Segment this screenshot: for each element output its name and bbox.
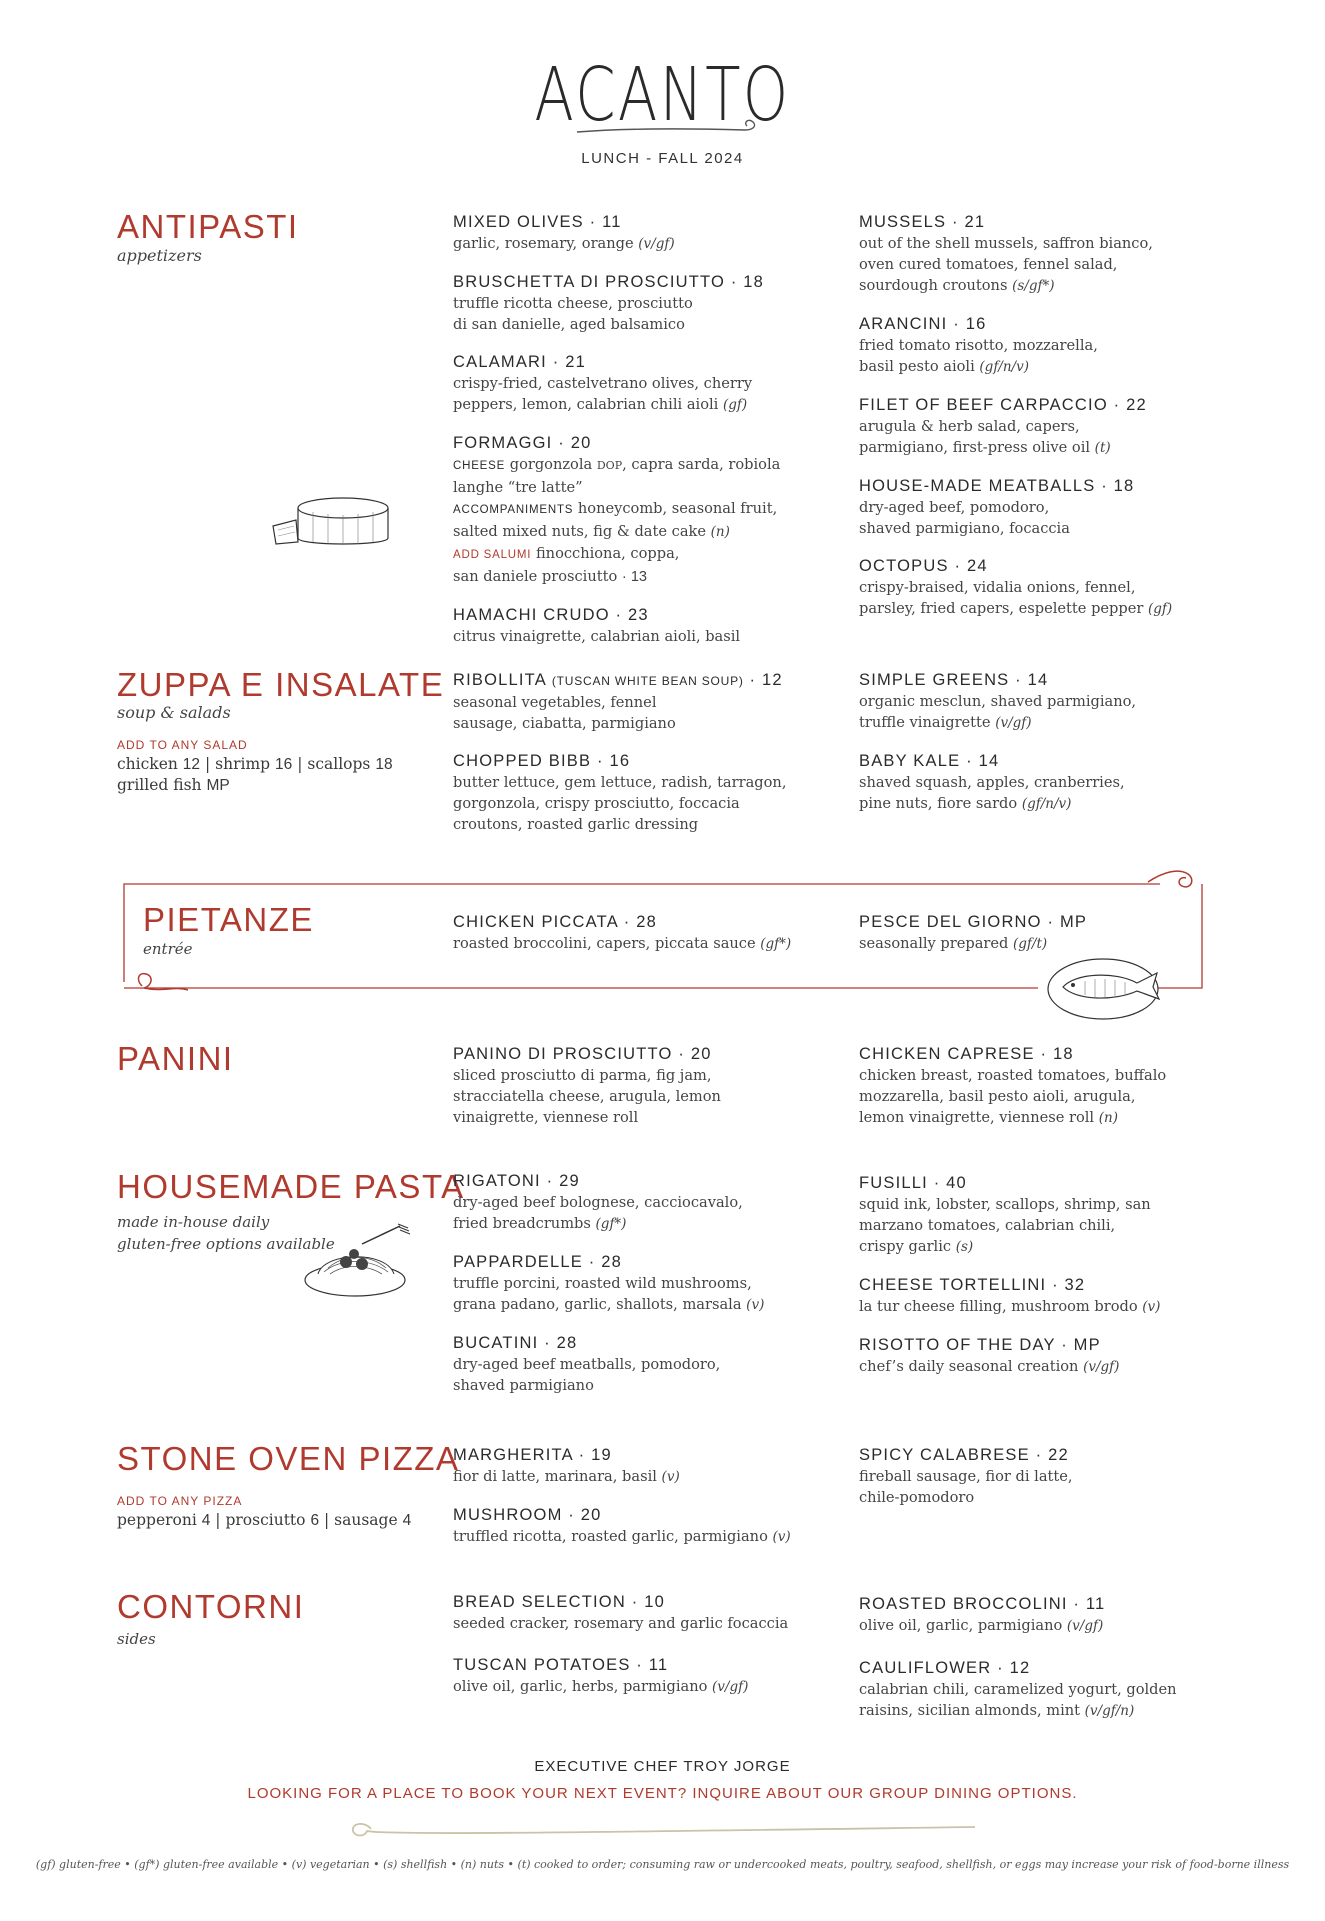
item-name: OCTOPUS · 24 <box>859 557 988 575</box>
menu-item <box>453 1332 823 1396</box>
menu-item-formaggi <box>453 432 823 588</box>
item-desc: shaved squash, apples, cranberries, pine nuts, fiore sardo (gf/n/v) <box>859 774 1125 812</box>
menu-item <box>453 1591 823 1634</box>
menu-item <box>859 1043 1229 1129</box>
item-desc: CHEESE gorgonzola DOP, capra sarda, robiola langhe “tre latte” <box>453 456 781 496</box>
salad-addon-fish: grilled fish MP <box>117 776 230 794</box>
contorni-left-column <box>453 1591 823 1714</box>
item-name: BRUSCHETTA DI PROSCIUTTO · 18 <box>453 273 765 291</box>
item-name: HOUSE-MADE MEATBALLS · 18 <box>859 477 1135 495</box>
item-desc: garlic, rosemary, orange (v/gf) <box>453 235 675 252</box>
pasta-left-column <box>453 1170 823 1412</box>
fish-plate-illustration-icon <box>1045 955 1170 1025</box>
section-subtitle-contorni: sides <box>117 1630 156 1648</box>
menu-item <box>859 1444 1229 1508</box>
item-desc: crispy-fried, castelvetrano olives, cherry peppers, lemon, calabrian chili aioli (gf) <box>453 375 753 413</box>
salad-addon-heading: ADD TO ANY SALAD <box>117 738 248 752</box>
item-desc: fried tomato risotto, mozzarella, basil pesto aioli (gf/n/v) <box>859 337 1098 375</box>
item-desc: olive oil, garlic, herbs, parmigiano (v/gf) <box>453 1678 749 1695</box>
menu-item <box>859 669 1229 734</box>
dietary-legend: (gf) gluten-free • (gf*) gluten-free available • (v) vegetarian • (s) shellfish • (n) nuts • (t) cooked to order; consuming raw or undercooked meats, poultry, seafood, shellfish, or eggs may increase your risk of food-borne illness <box>35 1858 1290 1871</box>
menu-item <box>453 1251 823 1316</box>
pietanze-left-column <box>453 911 823 971</box>
section-title-antipasti: ANTIPASTI <box>117 208 299 245</box>
item-desc: organic mesclun, shaved parmigiano, truffle vinaigrette (v/gf) <box>859 693 1137 731</box>
item-name: ARANCINI · 16 <box>859 315 987 333</box>
item-name: PANINO DI PROSCIUTTO · 20 <box>453 1045 712 1063</box>
item-desc: ACCOMPANIMENTS honeycomb, seasonal fruit, salted mixed nuts, fig & date cake (n) <box>453 500 778 540</box>
zuppa-left-column <box>453 669 823 851</box>
item-name: RIBOLLITA (TUSCAN WHITE BEAN SOUP) · 12 <box>453 671 783 689</box>
item-name: CAULIFLOWER · 12 <box>859 1659 1031 1677</box>
item-name: CHICKEN PICCATA · 28 <box>453 913 658 931</box>
item-name: CHICKEN CAPRESE · 18 <box>859 1045 1074 1063</box>
panini-right-column <box>859 1043 1229 1145</box>
item-desc: olive oil, garlic, parmigiano (v/gf) <box>859 1617 1104 1634</box>
item-name: HAMACHI CRUDO · 23 <box>453 606 649 624</box>
menu-item <box>453 750 823 835</box>
group-dining-inquiry: LOOKING FOR A PLACE TO BOOK YOUR NEXT EVENT? INQUIRE ABOUT OUR GROUP DINING OPTIONS. <box>247 1785 1078 1802</box>
item-desc: butter lettuce, gem lettuce, radish, tarragon, gorgonzola, crispy prosciutto, foccacia croutons, roasted garlic dressing <box>453 774 787 833</box>
menu-item <box>453 604 823 647</box>
menu-item <box>859 211 1229 297</box>
menu-item <box>453 1504 823 1548</box>
item-name: FORMAGGI · 20 <box>453 434 592 452</box>
section-subtitle-pasta-2: gluten-free options available <box>117 1235 335 1253</box>
item-desc: sliced prosciutto di parma, fig jam, stracciatella cheese, arugula, lemon vinaigrette, viennese roll <box>453 1067 721 1126</box>
item-desc: chicken breast, roasted tomatoes, buffalo mozzarella, basil pesto aioli, arugula, lemon vinaigrette, viennese roll (n) <box>859 1067 1167 1126</box>
antipasti-left-column <box>453 211 823 663</box>
panini-left-column <box>453 1043 823 1144</box>
item-desc: dry-aged beef, pomodoro, shaved parmigiano, focaccia <box>859 499 1070 537</box>
item-desc: ADD SALUMI finocchiona, coppa, san daniele prosciutto · 13 <box>453 545 680 585</box>
item-desc: crispy-braised, vidalia onions, fennel, parsley, fried capers, espelette pepper (gf) <box>859 579 1173 617</box>
pizza-addon-line: pepperoni 4 | prosciutto 6 | sausage 4 <box>117 1511 412 1529</box>
menu-item <box>453 351 823 416</box>
restaurant-logo: ACANTO <box>534 52 791 138</box>
salad-addon-line: chicken 12 | shrimp 16 | scallops 18 <box>117 755 393 773</box>
item-name: MARGHERITA · 19 <box>453 1446 612 1464</box>
pizza-left-column <box>453 1444 823 1564</box>
menu-item <box>859 555 1229 620</box>
menu-item <box>859 475 1229 539</box>
item-name: CALAMARI · 21 <box>453 353 586 371</box>
section-subtitle-zuppa: soup & salads <box>117 703 231 722</box>
menu-item <box>859 394 1229 459</box>
logo-swash-icon <box>575 118 765 142</box>
section-title-pasta: HOUSEMADE PASTA <box>117 1168 465 1205</box>
item-desc: citrus vinaigrette, calabrian aioli, basil <box>453 628 741 645</box>
menu-item <box>453 1654 823 1698</box>
menu-item <box>859 750 1229 815</box>
zuppa-right-column <box>859 669 1229 831</box>
item-desc: roasted broccolini, capers, piccata sauce (gf*) <box>453 935 792 952</box>
menu-item <box>453 1043 823 1128</box>
pietanze-right-column <box>859 911 1229 971</box>
menu-item <box>453 1444 823 1488</box>
item-desc: seasonally prepared (gf/t) <box>859 935 1048 952</box>
item-name: ROASTED BROCCOLINI · 11 <box>859 1595 1106 1613</box>
item-name: CHEESE TORTELLINI · 32 <box>859 1276 1086 1294</box>
item-name: PESCE DEL GIORNO · MP <box>859 913 1088 931</box>
contorni-right-column <box>859 1593 1229 1738</box>
pasta-bowl-illustration-icon <box>300 1222 418 1302</box>
item-name: BREAD SELECTION · 10 <box>453 1593 665 1611</box>
item-desc: dry-aged beef bolognese, cacciocavalo, fried breadcrumbs (gf*) <box>453 1194 743 1232</box>
item-desc: dry-aged beef meatballs, pomodoro, shaved parmigiano <box>453 1356 721 1394</box>
menu-item <box>859 1334 1229 1378</box>
item-desc: la tur cheese filling, mushroom brodo (v) <box>859 1298 1161 1315</box>
item-name: BUCATINI · 28 <box>453 1334 578 1352</box>
item-name: SIMPLE GREENS · 14 <box>859 671 1049 689</box>
menu-item <box>859 1657 1229 1722</box>
item-desc: truffle ricotta cheese, prosciutto di san danielle, aged balsamico <box>453 295 693 333</box>
item-desc: seasonal vegetables, fennel sausage, ciabatta, parmigiano <box>453 694 676 732</box>
menu-item <box>453 271 823 335</box>
menu-subtitle: LUNCH - FALL 2024 <box>581 150 744 167</box>
menu-item <box>859 313 1229 378</box>
item-name: FUSILLI · 40 <box>859 1174 967 1192</box>
section-title-pietanze: PIETANZE <box>143 901 314 938</box>
item-desc: calabrian chili, caramelized yogurt, golden raisins, sicilian almonds, mint (v/gf/n) <box>859 1681 1177 1719</box>
pizza-addon-heading: ADD TO ANY PIZZA <box>117 1494 243 1508</box>
menu-item <box>453 911 823 955</box>
section-subtitle-antipasti: appetizers <box>117 246 202 265</box>
item-desc: truffled ricotta, roasted garlic, parmigiano (v) <box>453 1528 791 1545</box>
item-desc: out of the shell mussels, saffron bianco, oven cured tomatoes, fennel salad, sourdough croutons (s/gf*) <box>859 235 1153 294</box>
section-subtitle-pasta-1: made in-house daily <box>117 1213 270 1231</box>
item-name: BABY KALE · 14 <box>859 752 1000 770</box>
item-name: PAPPARDELLE · 28 <box>453 1253 622 1271</box>
section-title-zuppa: ZUPPA E INSALATE <box>117 666 445 703</box>
menu-item <box>859 1172 1229 1258</box>
item-desc: squid ink, lobster, scallops, shrimp, san marzano tomatoes, calabrian chili, crispy garlic (s) <box>859 1196 1151 1255</box>
item-name: MUSHROOM · 20 <box>453 1506 602 1524</box>
antipasti-right-column <box>859 211 1229 636</box>
item-name: RISOTTO OF THE DAY · MP <box>859 1336 1101 1354</box>
pizza-right-column <box>859 1444 1229 1524</box>
menu-item-ribollita <box>453 669 823 734</box>
menu-item <box>859 911 1229 955</box>
section-title-pizza: STONE OVEN PIZZA <box>117 1440 460 1477</box>
menu-item <box>453 1170 823 1235</box>
item-desc: fior di latte, marinara, basil (v) <box>453 1468 680 1485</box>
menu-item <box>859 1274 1229 1318</box>
item-name: TUSCAN POTATOES · 11 <box>453 1656 669 1674</box>
menu-item <box>859 1593 1229 1637</box>
executive-chef: EXECUTIVE CHEF TROY JORGE <box>534 1758 791 1775</box>
menu-item <box>453 211 823 255</box>
item-name: MUSSELS · 21 <box>859 213 986 231</box>
item-desc: seeded cracker, rosemary and garlic focaccia <box>453 1615 789 1632</box>
item-desc: fireball sausage, fior di latte, chile-pomodoro <box>859 1468 1073 1506</box>
cheese-illustration-icon <box>268 494 398 554</box>
section-subtitle-pietanze: entrée <box>143 940 193 958</box>
section-title-contorni: CONTORNI <box>117 1588 305 1625</box>
item-desc: arugula & herb salad, capers, parmigiano, first-press olive oil (t) <box>859 418 1111 456</box>
section-title-panini: PANINI <box>117 1040 234 1077</box>
footer-swash-icon <box>345 1815 985 1841</box>
item-name: SPICY CALABRESE · 22 <box>859 1446 1069 1464</box>
pasta-right-column <box>859 1172 1229 1394</box>
item-name: RIGATONI · 29 <box>453 1172 580 1190</box>
item-name: FILET OF BEEF CARPACCIO · 22 <box>859 396 1147 414</box>
item-name: CHOPPED BIBB · 16 <box>453 752 631 770</box>
item-desc: truffle porcini, roasted wild mushrooms, grana padano, garlic, shallots, marsala (v) <box>453 1275 765 1313</box>
item-desc: chef’s daily seasonal creation (v/gf) <box>859 1358 1120 1375</box>
item-name: MIXED OLIVES · 11 <box>453 213 622 231</box>
